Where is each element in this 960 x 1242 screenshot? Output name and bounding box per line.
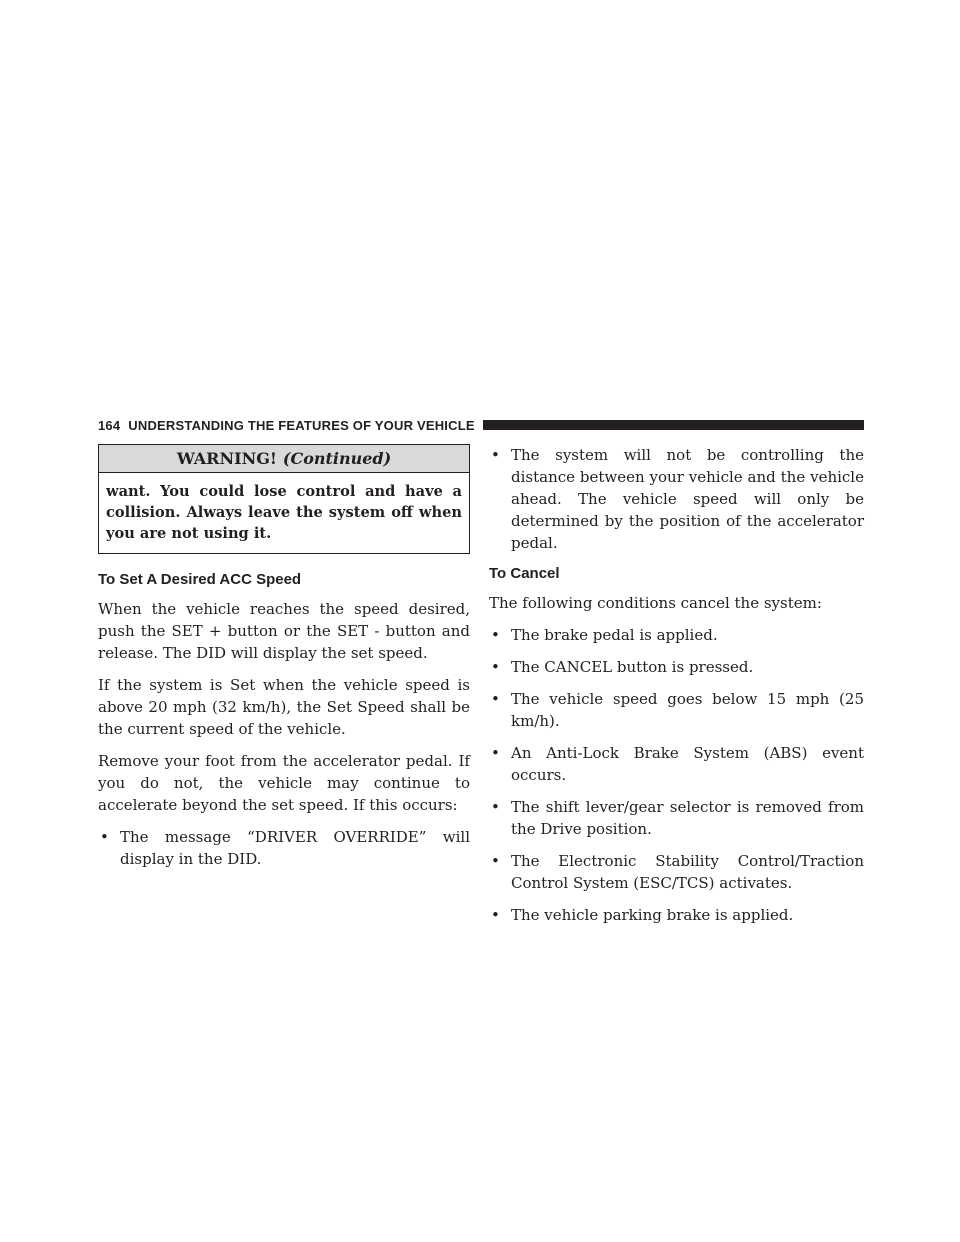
warning-continued: (Continued) (282, 449, 392, 468)
list-item (489, 656, 864, 678)
page-number: 164 (98, 417, 121, 433)
list-item (489, 624, 864, 646)
bullet-icon: • (491, 690, 500, 708)
bullet-list (489, 444, 864, 554)
bullet-icon: • (100, 828, 109, 846)
list-item (489, 796, 864, 840)
list-item-text: An Anti-Lock Brake System (ABS) event occurs. (511, 744, 864, 784)
list-item-text: The brake pedal is applied. (511, 626, 718, 644)
bullet-list (98, 826, 470, 870)
list-item-text: The system will not be controlling the distance between your vehicle and the vehicle ahead. The vehicle speed will only be determined by the position of the accelerator pedal. (511, 446, 864, 552)
section-heading-set-speed: To Set A Desired ACC Speed (98, 571, 302, 588)
paragraph: The following conditions cancel the system: (489, 594, 822, 612)
bullet-icon: • (491, 446, 500, 464)
warning-header (99, 445, 469, 473)
warning-box (98, 444, 470, 554)
list-item-text: The message “DRIVER OVERRIDE” will display in the DID. (120, 828, 470, 868)
paragraph: If the system is Set when the vehicle speed is above 20 mph (32 km/h), the Set Speed shall be the current speed of the vehicle. (98, 676, 470, 738)
header-rule (483, 420, 864, 430)
bullet-icon: • (491, 906, 500, 924)
warning-text: want. You could lose control and have a collision. Always leave the system off when you are not using it. (106, 483, 462, 542)
list-item (489, 904, 864, 926)
list-item-text: The Electronic Stability Control/Traction Control System (ESC/TCS) activates. (511, 852, 864, 892)
left-column (98, 444, 470, 880)
bullet-list (489, 624, 864, 926)
bullet-icon: • (491, 744, 500, 762)
list-item (489, 444, 864, 554)
bullet-icon: • (491, 626, 500, 644)
section-heading-cancel: To Cancel (489, 565, 560, 582)
right-column (489, 444, 864, 936)
list-item (98, 826, 470, 870)
bullet-icon: • (491, 798, 500, 816)
list-item-text: The vehicle parking brake is applied. (511, 906, 794, 924)
list-item (489, 688, 864, 732)
paragraph: When the vehicle reaches the speed desired, push the SET + button or the SET - button and release. The DID will display the set speed. (98, 600, 470, 662)
paragraph: Remove your foot from the accelerator pedal. If you do not, the vehicle may continue to accelerate beyond the set speed. If this occurs: (98, 752, 470, 814)
list-item-text: The vehicle speed goes below 15 mph (25 km/h). (511, 690, 864, 730)
bullet-icon: • (491, 658, 500, 676)
list-item (489, 850, 864, 894)
list-item-text: The CANCEL button is pressed. (511, 658, 754, 676)
page-title: UNDERSTANDING THE FEATURES OF YOUR VEHICLE (128, 417, 475, 433)
warning-label: WARNING! (176, 449, 277, 468)
page-header (98, 416, 864, 434)
bullet-icon: • (491, 852, 500, 870)
list-item-text: The shift lever/gear selector is removed from the Drive position. (511, 798, 864, 838)
list-item (489, 742, 864, 786)
